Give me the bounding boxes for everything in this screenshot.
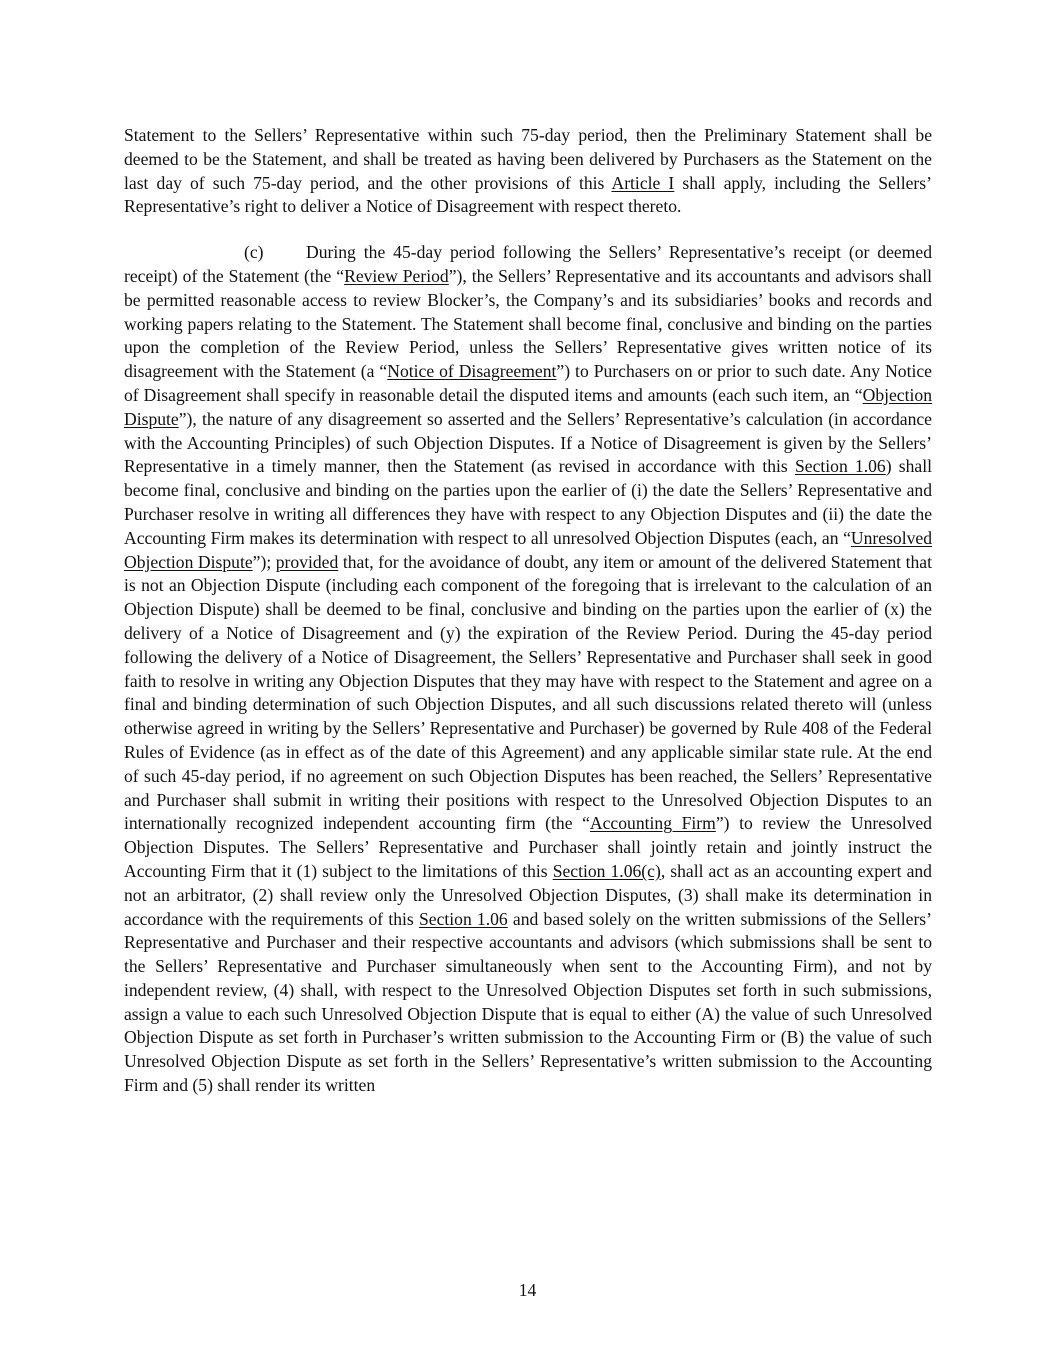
defined-term-review-period: Review Period [344, 265, 449, 286]
cross-reference-section-1-06-c: Section 1.06(c) [552, 860, 661, 881]
term-provided: provided [275, 551, 339, 572]
cross-reference-article-i: Article I [611, 172, 675, 193]
defined-term-notice-of-disagreement: Notice of Disagreement [387, 361, 557, 382]
text-run: ”), the Sellers’ Representative and its accountants and advisors shall be permitted reasonable access to review Blocker’s, the Company’s and its subsidiaries’ books and records and working papers relating to the Statement. The Statement shall become final, conclusive and binding on the parties upon the completion of the Review Period, unless the Sellers’ Representative gives written notice of its disagreement with the Statement (a “ [124, 265, 933, 382]
text-run: During the 45-day period following the Sellers’ Representative’s receipt (or deemed receipt) of the Statement (the “ [124, 242, 932, 286]
paragraph-c [124, 241, 932, 1098]
text-run: and based solely on the written submissions of the Sellers’ Representative and Purchaser and their respective accountants and advisors (which submissions shall be sent to the Sellers’ Representative and Purchaser simultaneously when sent to the Accounting Firm), and not by independent review, (4) shall, with respect to the Unresolved Objection Disputes set forth in such submissions, assign a value to each such Unresolved Objection Dispute that is equal to either (A) the value of such Unresolved Objection Dispute as set forth in Purchaser’s written submission to the Accounting Firm or (B) the value of such Unresolved Objection Dispute as set forth in the Sellers’ Representative’s written submission to the Accounting Firm and (5) shall render its written [124, 908, 933, 1096]
text-run: ”) to Purchasers on or prior to such date. Any Notice of Disagreement shall specify in reasonable detail the disputed items and amounts (each such item, an “ [124, 361, 932, 405]
defined-term-unresolved-objection-dispute: Unresolved Objection Dispute [124, 527, 932, 572]
text-run: that, for the avoidance of doubt, any item or amount of the delivered Statement that is not an Objection Dispute (including each component of the foregoing that is irrelevant to the calculation of an Objection Dispute) shall be deemed to be final, conclusive and binding on the parties upon the earlier of (x) the delivery of a Notice of Disagreement and (y) the expiration of the Review Period. During the 45-day period following the delivery of a Notice of Disagreement, the Sellers’ Representative and Purchaser shall seek in good faith to resolve in writing any Objection Disputes that they may have with respect to the Statement and agree on a final and binding determination of such Objection Disputes, and all such discussions related thereto will (unless otherwise agreed in writing by the Sellers’ Representative and Purchaser) be governed by Rule 408 of the Federal Rules of Evidence (as in effect as of the date of this Agreement) and any applicable similar state rule. At the end of such 45-day period, if no agreement on such Objection Disputes has been reached, the Sellers’ Representative and Purchaser shall submit in writing their positions with respect to the Unresolved Objection Disputes to an internationally recognized independent accounting firm (the “ [124, 551, 932, 834]
text-run: , shall act as an accounting expert and not an arbitrator, (2) shall review only the Unresolved Objection Disputes, (3) shall make its determination in accordance with the requirements of this [124, 860, 932, 929]
defined-term-objection-dispute: Objection Dispute [124, 384, 932, 429]
paragraph-label: (c) [244, 242, 264, 263]
text-run: ”) to review the Unresolved Objection Disputes. The Sellers’ Representative and Purchaser shall jointly retain and jointly instruct the Accounting Firm that it (1) subject to the limitations of this [124, 813, 932, 881]
text-run: ”); [252, 551, 276, 572]
document-page [124, 124, 932, 1098]
text-run: ”), the nature of any disagreement so asserted and the Sellers’ Representative’s calculation (in accordance with the Accounting Principles) of such Objection Disputes. If a Notice of Disagreement is given by the Sellers’ Representative in a timely manner, then the Statement (as revised in accordance with this [124, 408, 932, 477]
text-run: Statement to the Sellers’ Representative within such 75-day period, then the Preliminary Statement shall be deemed to be the Statement, and shall be treated as having been delivered by Purchasers as the Statement on the last day of such 75-day period, and the other provisions of this [124, 125, 932, 193]
paragraph-continuation [124, 124, 932, 219]
cross-reference-section-1-06: Section 1.06 [418, 908, 508, 929]
text-run: ) shall become final, conclusive and binding on the parties upon the earlier of (i) the date the Sellers’ Representative and Purchaser resolve in writing all differences they have with respect to any Objection Disputes and (ii) the date the Accounting Firm makes its determination with respect to all unresolved Objection Disputes (each, an “ [124, 456, 932, 548]
page-number: 14 [518, 1280, 537, 1300]
text-run: shall apply, including the Sellers’ Representative’s right to deliver a Notice of Disagreement with respect thereto. [124, 172, 932, 217]
cross-reference-section-1-06: Section 1.06 [794, 456, 886, 477]
defined-term-accounting-firm: Accounting Firm [589, 813, 716, 834]
